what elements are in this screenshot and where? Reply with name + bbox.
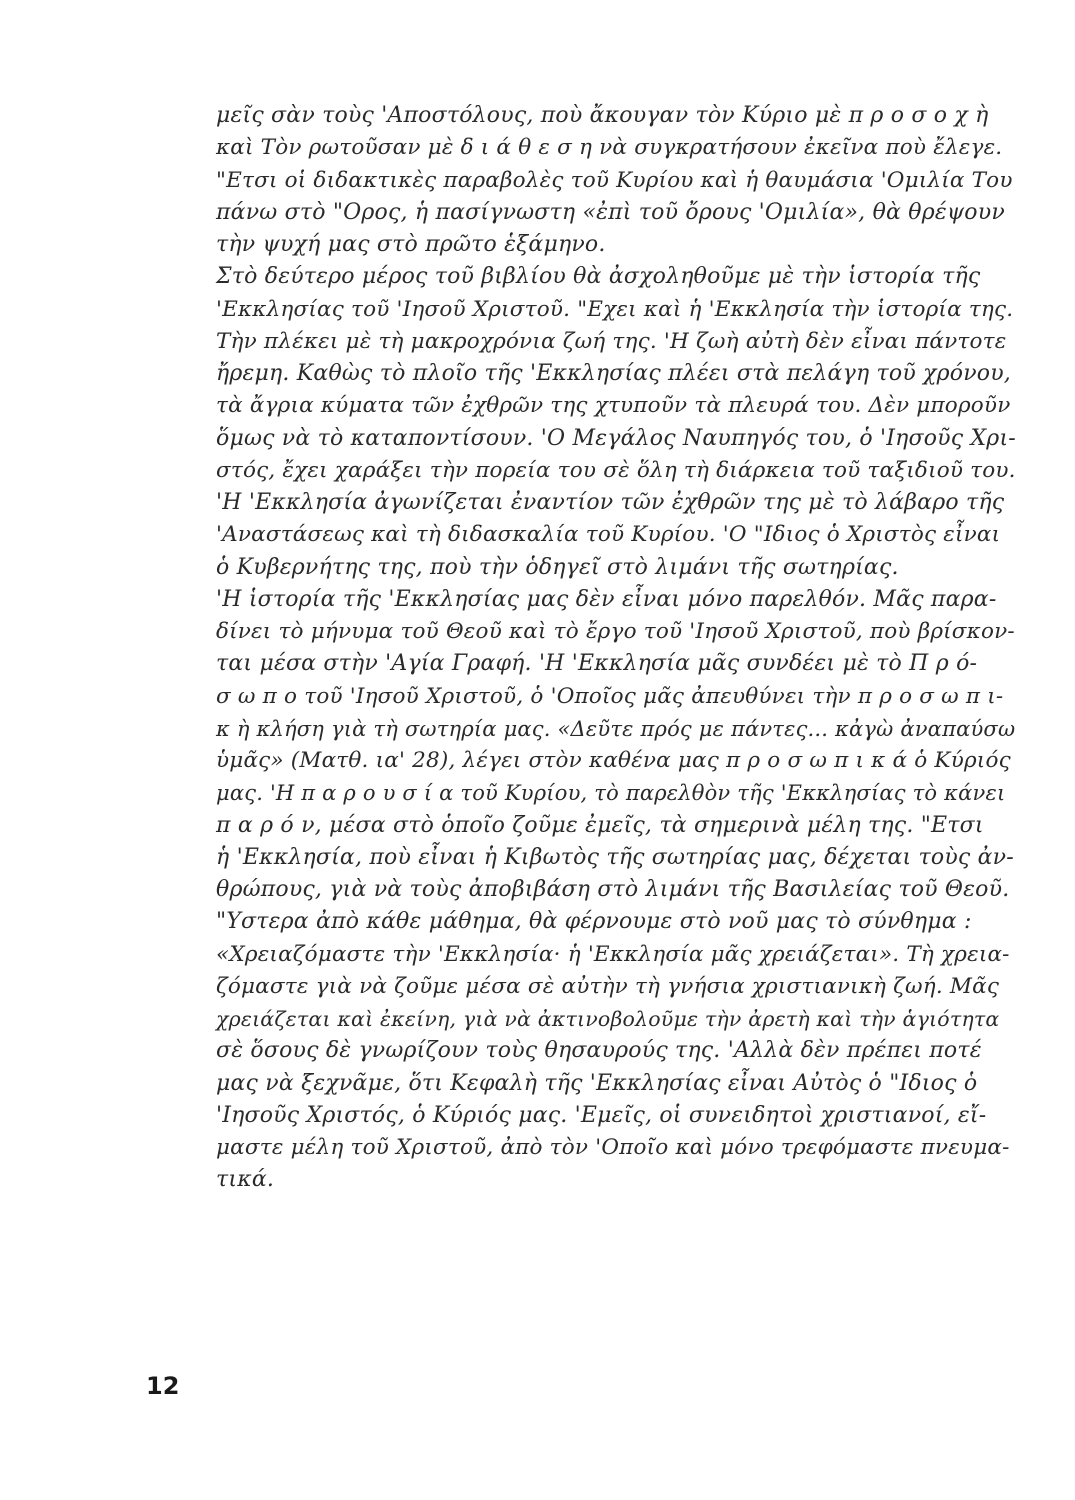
text-line: ἡ 'Εκκλησία, ποὺ εἶναι ἡ Κιβωτὸς τῆς σωτηρίας μας, δέχεται τοὺς ἀν- <box>216 844 1014 870</box>
text-line: δίνει τὸ μήνυμα τοῦ Θεοῦ καὶ τὸ ἔργο τοῦ 'Ιησοῦ Χριστοῦ, ποὺ βρίσκον- <box>216 619 1015 644</box>
text-line: σὲ ὅσους δὲ γνωρίζουν τοὺς θησαυρούς της. 'Αλλὰ δὲν πρέπει ποτέ <box>216 1038 982 1064</box>
text-line: καὶ Τὸν ρωτοῦσαν μὲ δ ι ά θ ε σ η νὰ συγκρατήσουν ἐκεῖνα ποὺ ἔλεγε. <box>216 135 1003 161</box>
text-line: μεῖς σὰν τοὺς 'Αποστόλους, ποὺ ἄκουγαν τὸν Κύριο μὲ π ρ ο σ ο χ ὴ <box>216 103 989 128</box>
text-line: μαστε μέλη τοῦ Χριστοῦ, ἀπὸ τὸν 'Οποῖο καὶ μόνο τρεφόμαστε πνευμα- <box>216 1135 1010 1160</box>
text-line: ὁ Κυβερνήτης της, ποὺ τὴν ὁδηγεῖ στὸ λιμάνι τῆς σωτηρίας. <box>216 554 899 580</box>
text-line: π α ρ ό ν, μέσα στὸ ὁποῖο ζοῦμε ἐμεῖς, τὰ σημερινὰ μέλη της. "Ετσι <box>216 812 984 838</box>
text-line: Στὸ δεύτερο μέρος τοῦ βιβλίου θὰ ἀσχοληθοῦμε μὲ τὴν ἱστορία τῆς <box>216 264 981 290</box>
text-line: 'Εκκλησίας τοῦ 'Ιησοῦ Χριστοῦ. "Εχει καὶ ἡ 'Εκκλησία τὴν ἱστορία της. <box>216 296 1014 322</box>
text-line: κ ὴ κλήση γιὰ τὴ σωτηρία μας. «Δεῦτε πρός με πάντες... κἀγὼ ἀναπαύσω <box>216 716 1016 741</box>
text-line: τὴν ψυχή μας στὸ πρῶτο ἑξάμηνο. <box>216 232 606 257</box>
text-line: "Ετσι οἱ διδακτικὲς παραβολὲς τοῦ Κυρίου καὶ ἡ θαυμάσια 'Ομιλία Του <box>216 167 1013 193</box>
text-line: 'Ιησοῦς Χριστός, ὁ Κύριός μας. 'Εμεῖς, οἱ συνειδητοὶ χριστιανοί, εἴ- <box>216 1102 987 1128</box>
text-line: τὰ ἄγρια κύματα τῶν ἐχθρῶν της χτυποῦν τὰ πλευρά του. Δὲν μποροῦν <box>216 393 1011 419</box>
text-line: ζόμαστε γιὰ νὰ ζοῦμε μέσα σὲ αὐτὴν τὴ γνήσια χριστιανικὴ ζωή. Μᾶς <box>216 973 1000 999</box>
text-line: στός, ἔχει χαράξει τὴν πορεία του σὲ ὅλη τὴ διάρκεια τοῦ ταξιδιοῦ του. <box>216 457 1016 483</box>
text-line: 'Αναστάσεως καὶ τὴ διδασκαλία τοῦ Κυρίου. 'Ο "Ιδιος ὁ Χριστὸς εἶναι <box>216 522 1001 548</box>
text-line: «Χρειαζόμαστε τὴν 'Εκκλησία· ἡ 'Εκκλησία μᾶς χρειάζεται». Τὴ χρεια- <box>216 941 1010 967</box>
text-line: 'Η ἱστορία τῆς 'Εκκλησίας μας δὲν εἶναι μόνο παρελθόν. Μᾶς παρα- <box>216 586 997 612</box>
page-number: 12 <box>146 1372 180 1400</box>
text-line: τικά. <box>216 1167 275 1193</box>
text-line: 'Η 'Εκκλησία ἀγωνίζεται ἐναντίον τῶν ἐχθρῶν της μὲ τὸ λάβαρο τῆς <box>216 490 1005 515</box>
text-line: πάνω στὸ "Ορος, ἡ πασίγνωστη «ἐπὶ τοῦ ὄρους 'Ομιλία», θὰ θρέψουν <box>216 199 1005 225</box>
text-line: ὑμᾶς» (Ματθ. ια' 28), λέγει στὸν καθένα μας π ρ ο σ ω π ι κ ά ὁ Κύριός <box>216 748 1011 773</box>
text-line: ὅμως νὰ τὸ καταποντίσουν. 'Ο Μεγάλος Ναυπηγός του, ὁ 'Ιησοῦς Χρι- <box>216 425 1016 451</box>
body-text <box>216 100 1016 1197</box>
text-line: ἤρεμη. Καθὼς τὸ πλοῖο τῆς 'Εκκλησίας πλέει στὰ πελάγη τοῦ χρόνου, <box>216 361 1011 386</box>
text-line: σ ω π ο τοῦ 'Ιησοῦ Χριστοῦ, ὁ 'Οποῖος μᾶς ἀπευθύνει τὴν π ρ ο σ ω π ι- <box>216 683 1004 709</box>
text-line: ται μέσα στὴν 'Αγία Γραφή. 'Η 'Εκκλησία μᾶς συνδέει μὲ τὸ Π ρ ό- <box>216 651 978 677</box>
text-line: "Υστερα ἀπὸ κάθε μάθημα, θὰ φέρνουμε στὸ νοῦ μας τὸ σύνθημα : <box>216 909 972 935</box>
text-line: μας. 'Η π α ρ ο υ σ ί α τοῦ Κυρίου, τὸ παρελθὸν τῆς 'Εκκλησίας τὸ κάνει <box>216 781 1006 806</box>
text-line: μας νὰ ξεχνᾶμε, ὅτι Κεφαλὴ τῆς 'Εκκλησίας εἶναι Αὐτὸς ὁ "Ιδιος ὁ <box>216 1070 978 1096</box>
text-line: θρώπους, γιὰ νὰ τοὺς ἀποβιβάση στὸ λιμάνι τῆς Βασιλείας τοῦ Θεοῦ. <box>216 877 1010 902</box>
text-line: Τὴν πλέκει μὲ τὴ μακροχρόνια ζωή της. 'Η ζωὴ αὐτὴ δὲν εἶναι πάντοτε <box>216 328 1007 354</box>
text-line: χρειάζεται καὶ ἐκείνη, γιὰ νὰ ἀκτινοβολοῦμε τὴν ἀρετὴ καὶ τὴν ἁγιότητα <box>216 1007 1000 1031</box>
